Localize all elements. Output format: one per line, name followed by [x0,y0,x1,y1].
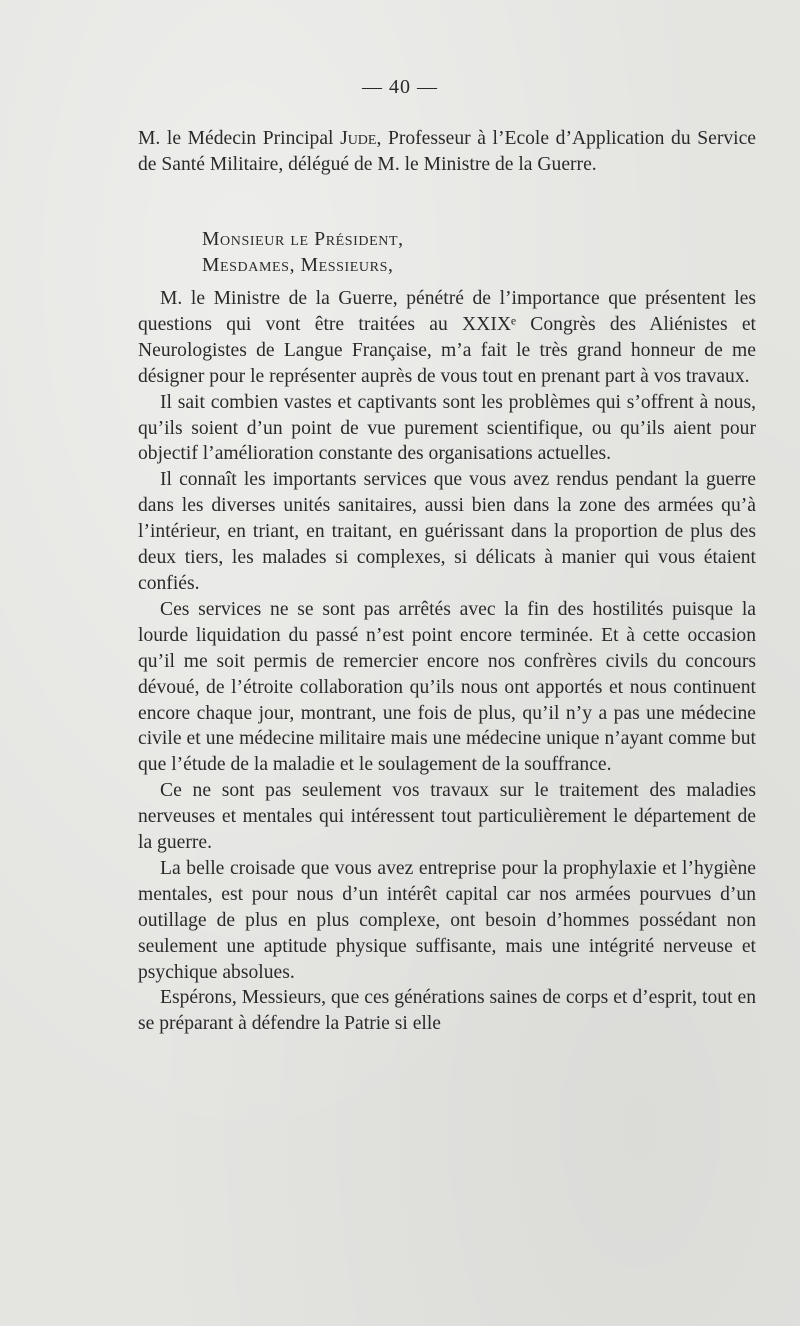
speech-body [138,286,756,1037]
paragraph-5: Ce ne sont pas seulement vos travaux sur le traitement des maladies nerveuses et mentales qui intéressent tout particulièrement le département de la guerre. [138,780,756,854]
delegate-name: Jude [340,128,377,149]
intro-paragraph [138,126,756,178]
paragraph-1: M. le Ministre de la Guerre, pénétré de l’importance que présentent les questions qui vont être traitées au XXIXᵉ Congrès des Aliénistes et Neurologistes de Langue Française, m’a fait le très grand honneur de me désigner pour le représenter auprès de vous tout en prenant part à vos travaux. [138,288,756,387]
salutation-line-1: Monsieur le Président, [202,229,404,250]
intro-suffix: , Professeur à l’Ecole d’Application du Service de Santé Militaire, délégué de M. le Ministre de la Guerre. [138,128,756,175]
salutation [202,227,404,279]
page-number: — 40 — [362,76,438,98]
paragraph-7: Espérons, Messieurs, que ces générations saines de corps et d’esprit, tout en se préparant à défendre la Patrie si elle [138,987,756,1035]
paragraph-4: Ces services ne se sont pas arrêtés avec la fin des hostilités puisque la lourde liquidation du passé n’est point encore terminée. Et à cette occasion qu’il me soit permis de remercier encore nos confrères civils du concours dévoué, de l’étroite collaboration qu’ils nous ont apportés et nous continuent encore chaque jour, montrant, une fois de plus, qu’il n’y a pas une médecine civile et une médecine militaire mais une médecine unique n’ayant comme but que l’étude de la maladie et le soulagement de la souffrance. [138,598,756,776]
paragraph-6: La belle croisade que vous avez entreprise pour la prophylaxie et l’hygiène mentales, est pour nous d’un intérêt capital car nos armées pourvues d’un outillage de plus en plus complexe, ont besoin d’hommes possédant non seulement une aptitude physique suffisante, mais une intégrité nerveuse et psychique absolues. [138,857,756,983]
intro-prefix: M. le Médecin Principal [138,128,341,149]
paragraph-3: Il connaît les importants services que vous avez rendus pendant la guerre dans les diverses unités sanitaires, aussi bien dans la zone des armées qu’à l’intérieur, en triant, en traitant, en guérissant dans la proportion de plus des deux tiers, les malades si complexes, si délicats à manier qui vous étaient confiés. [138,469,756,594]
intro-text [138,126,756,178]
salutation-line-2: Mesdames, Messieurs, [202,255,394,276]
paragraph-2: Il sait combien vastes et captivants sont les problèmes qui s’offrent à nous, qu’ils soient d’un point de vue purement scientifique, ou qu’ils aient pour objectif l’amélioration constante des organisations actuelles. [138,391,756,465]
